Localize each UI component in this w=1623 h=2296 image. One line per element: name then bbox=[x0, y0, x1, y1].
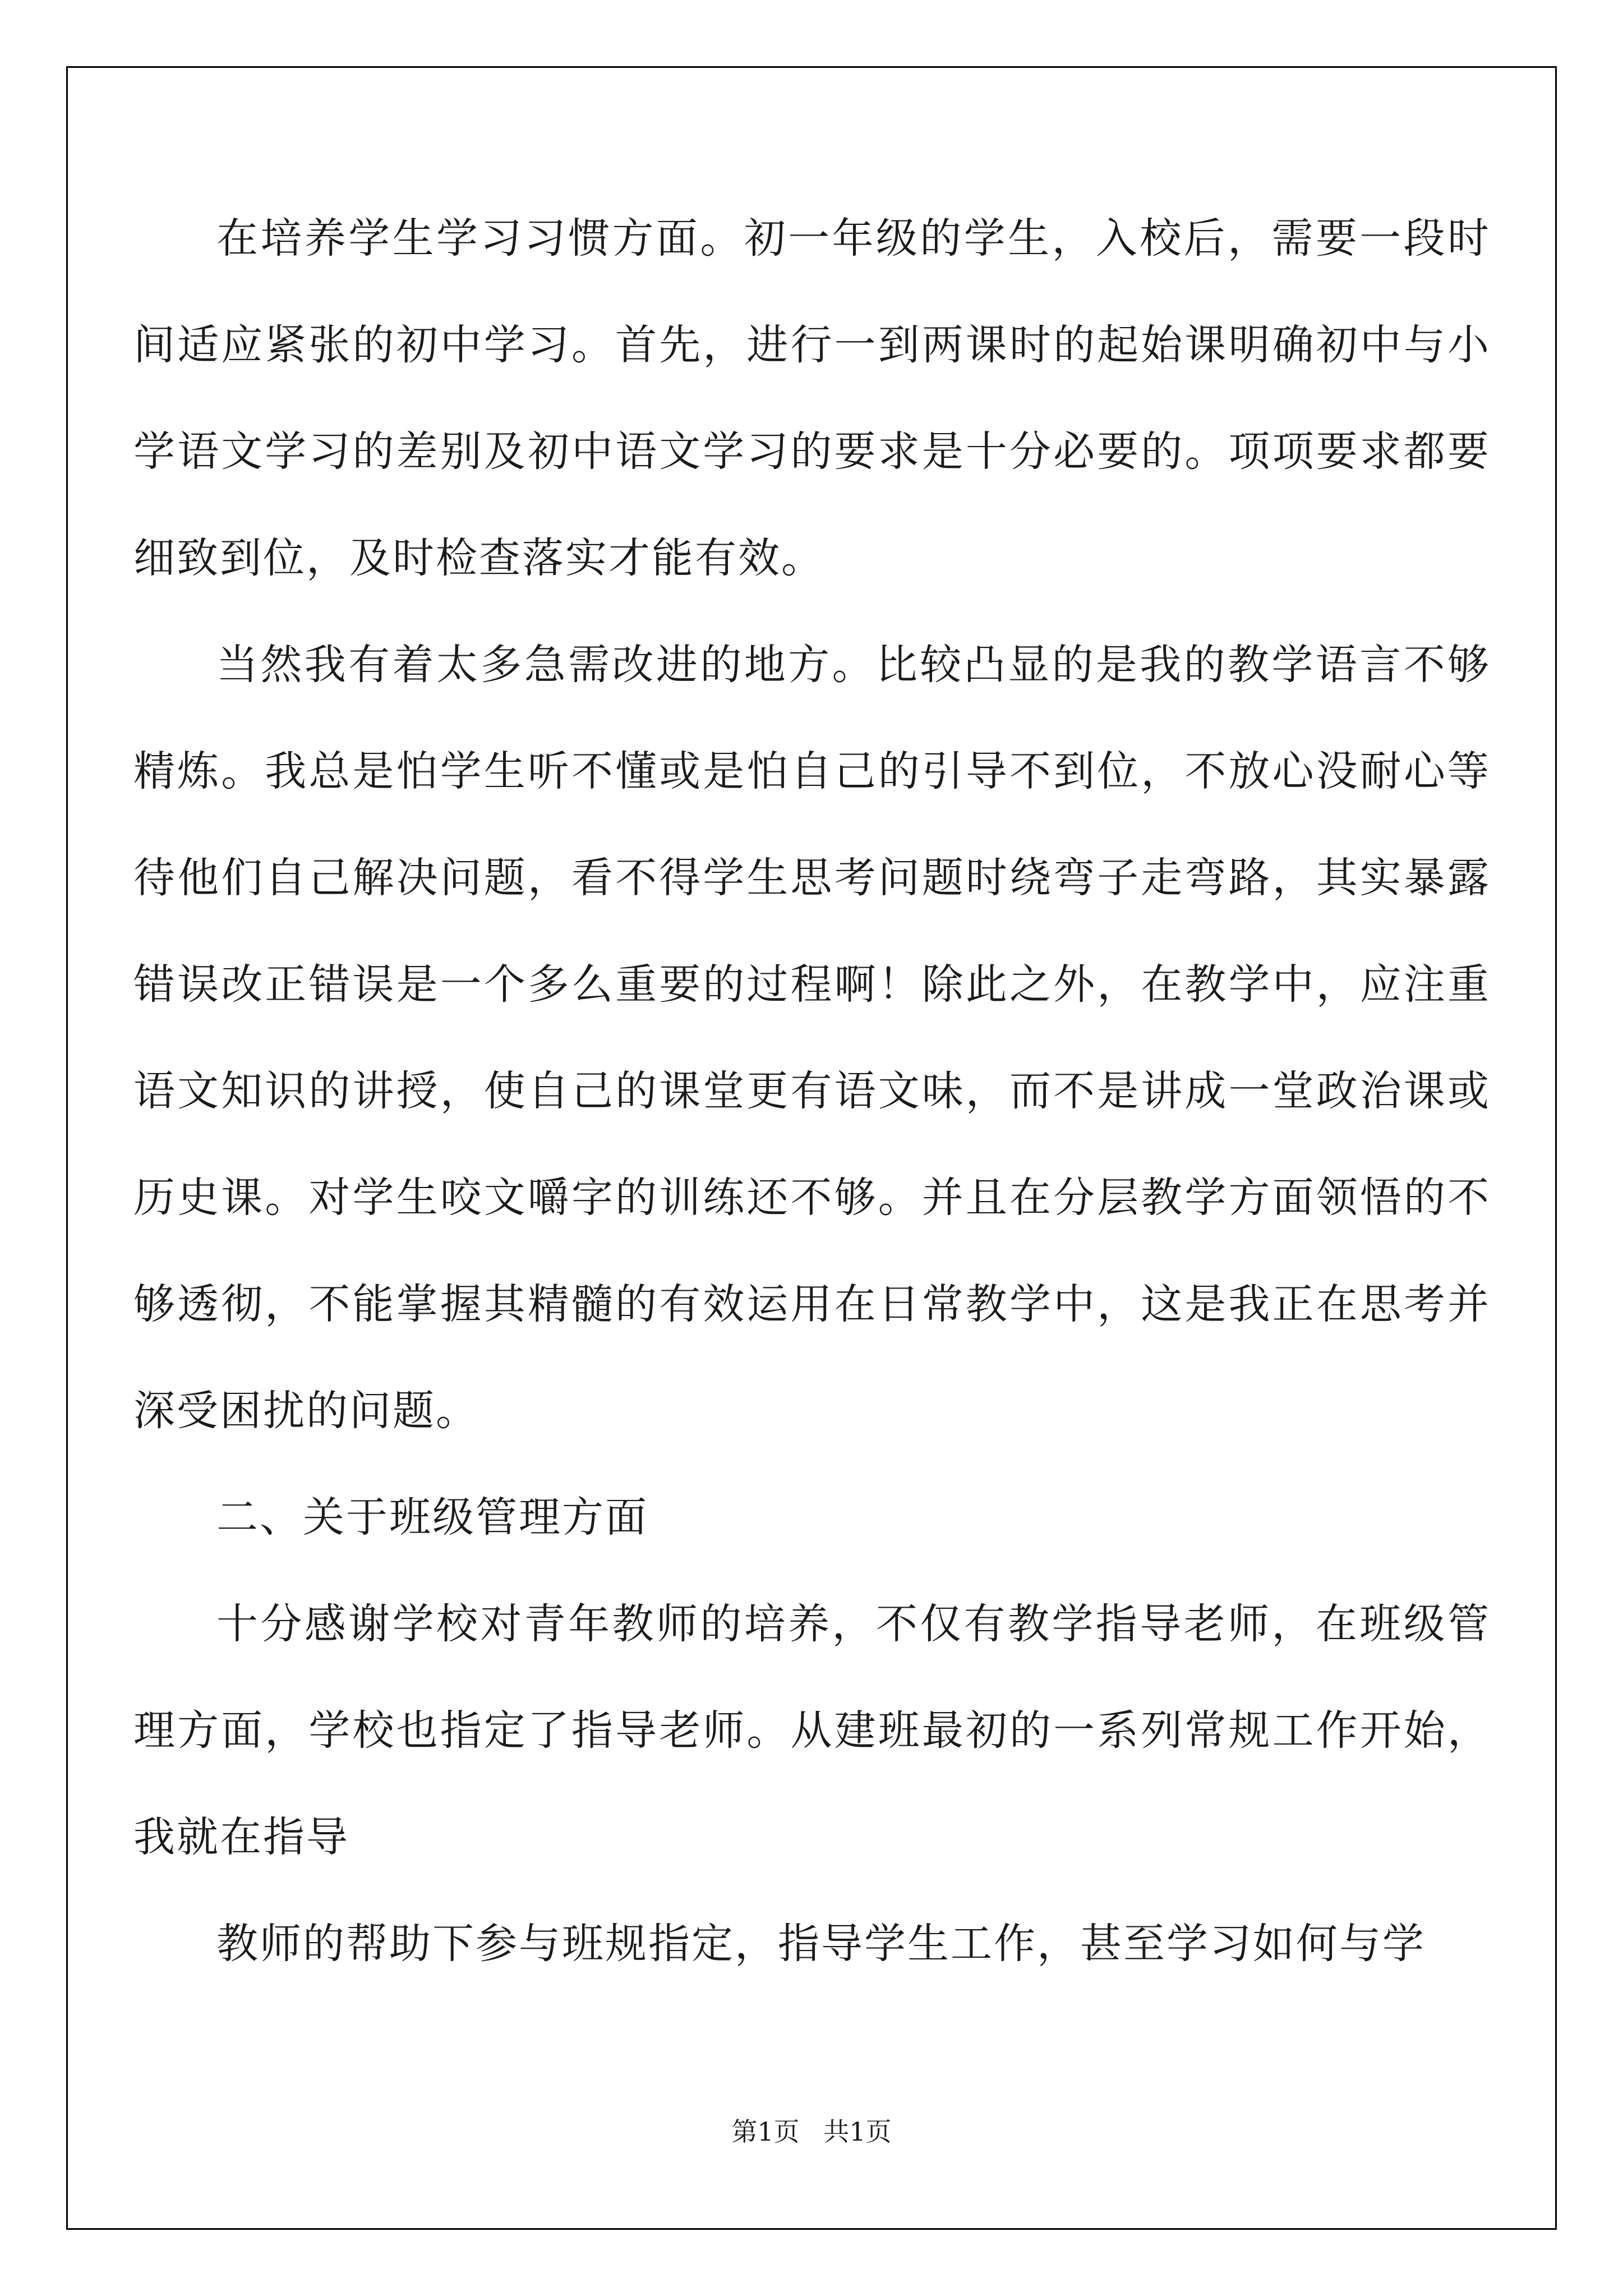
paragraph-improvements: 当然我有着太多急需改进的地方。比较凸显的是我的教学语言不够精炼。我总是怕学生听不懂或是怕自己的引导不到位，不放心没耐心等待他们自己解决问题，看不得学生思考问题时绕弯子走弯路，其实暴露错误改正错误是一个多么重要的过程啊！除此之外，在教学中，应注重语文知识的讲授，使自己的课堂更有语文味，而不是讲成一堂政治课或历史课。对学生咬文嚼字的训练还不够。并且在分层教学方面领悟的不够透彻，不能掌握其精髓的有效运用在日常教学中，这是我正在思考并深受困扰的问题。 bbox=[133, 641, 1491, 1435]
page-total: 共1页 bbox=[823, 2116, 892, 2147]
paragraph-study-habits: 在培养学生学习习惯方面。初一年级的学生，入校后，需要一段时间适应紧张的初中学习。首先，进行一到两课时的起始课明确初中与小学语文学习的差别及初中语文学习的要求是十分必要的。项项要求都要细致到位，及时检查落实才能有效。 bbox=[133, 214, 1491, 582]
page-number: 第1页 bbox=[731, 2116, 800, 2147]
page-footer bbox=[0, 2115, 1623, 2148]
document-body bbox=[133, 185, 1491, 1997]
paragraph-thanks: 十分感谢学校对青年教师的培养，不仅有教学指导老师，在班级管理方面，学校也指定了指导老师。从建班最初的一系列常规工作开始，我就在指导 bbox=[133, 1600, 1491, 1861]
section-heading-class-management: 二、关于班级管理方面 bbox=[216, 1493, 648, 1542]
paragraph-mentor-help: 教师的帮助下参与班规指定，指导学生工作，甚至学习如何与学 bbox=[216, 1920, 1426, 1968]
